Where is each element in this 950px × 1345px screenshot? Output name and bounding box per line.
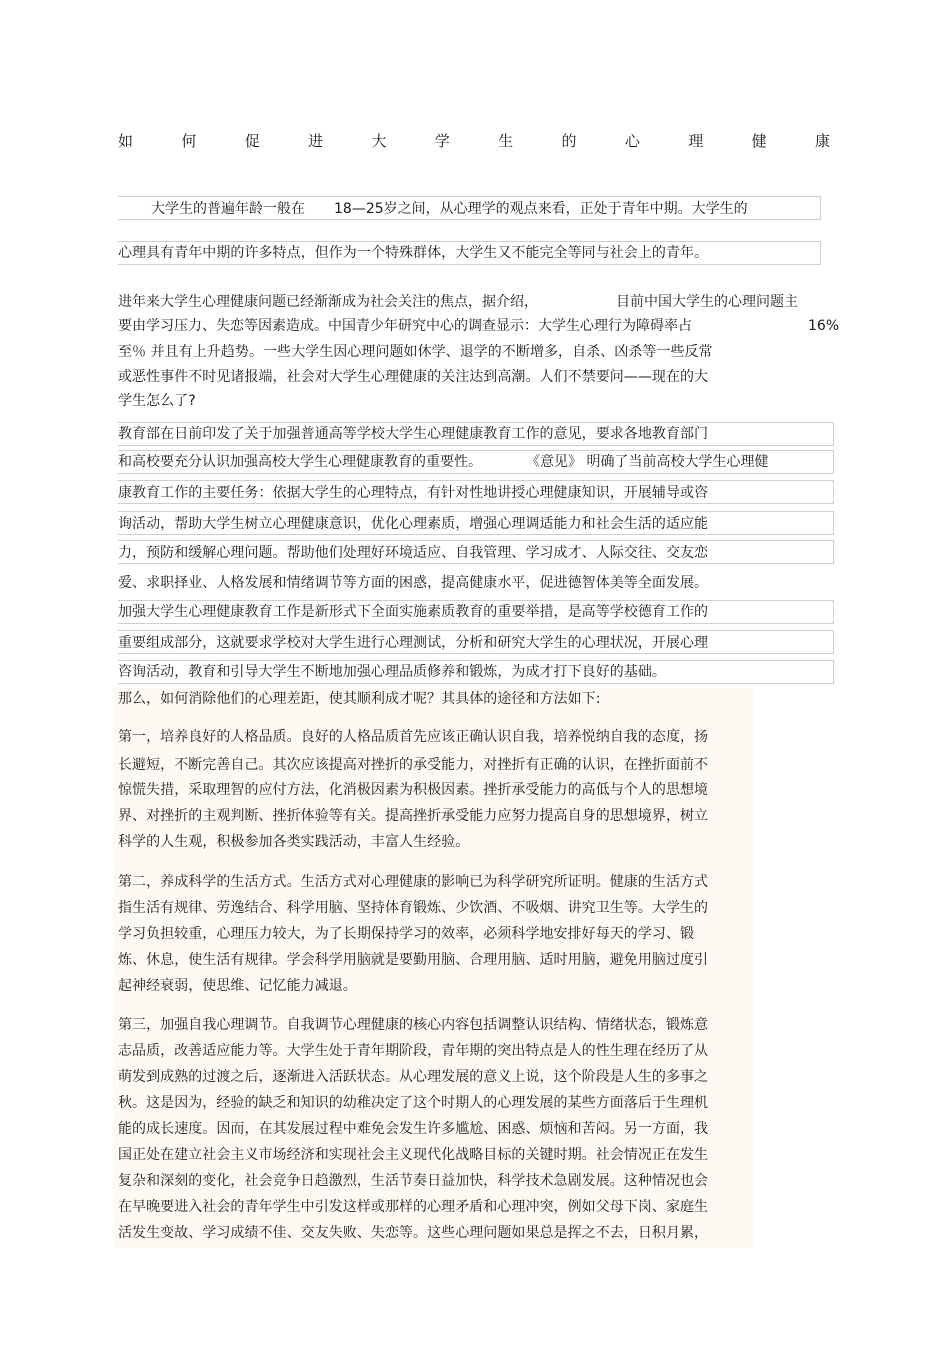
paragraph-text: 大学生的普遍年龄一般在	[151, 201, 305, 217]
paragraph-text: 复杂和深刻的变化，社会竞争日趋激烈，生活节奏日益加快，科学技术急剧发展。这种情况也会	[118, 1173, 709, 1189]
paragraph-text: 起神经衰弱，使思维、记忆能力减退。	[118, 978, 357, 994]
paragraph-text: 爱、求职择业、人格发展和情绪调节等方面的困惑，提高健康水平，促进德智体美等全面发展。	[118, 575, 709, 591]
title-char: 大	[371, 132, 387, 150]
paragraph-text: 那么，如何消除他们的心理差距，使其顺利成才呢？其具体的途径和方法如下:	[118, 691, 601, 707]
paragraph-text: 在早晚要进入社会的青年学生中引发这样或那样的心理矛盾和心理冲突，例如父母下岗、家庭生	[118, 1199, 709, 1215]
paragraph-text: 长避短，不断完善自己。其次应该提高对挫折的承受能力，对挫折有正确的认识，在挫折面前不	[118, 757, 709, 773]
paragraph-text: 重要组成部分，这就要求学校对大学生进行心理测试，分析和研究大学生的心理状况，开展心理	[118, 635, 709, 651]
title-char: 如	[118, 132, 134, 150]
paragraph-text: 萌发到成熟的过渡之后，逐渐进入活跃状态。从心理发展的意义上说，这个阶段是人生的多事之	[118, 1069, 709, 1085]
title-char: 学	[434, 132, 450, 150]
title-char: 何	[181, 132, 197, 150]
paragraph-text: 学生怎么了?	[118, 393, 196, 409]
paragraph-text: 进年来大学生心理健康问题已经渐渐成为社会关注的焦点，据介绍，	[118, 294, 538, 310]
paragraph-text: 秋。这是因为，经验的缺乏和知识的幼稚决定了这个时期人的心理发展的某些方面落后于生理机	[118, 1095, 709, 1111]
paragraph-text: 活发生变故、学习成绩不佳、交友失败、失恋等。这些心理问题如果总是挥之不去，日积月累，	[118, 1225, 709, 1241]
paragraph-text: 学习负担较重，心理压力较大，为了长期保持学习的效率，必须科学地安排好每天的学习、锻	[118, 926, 695, 942]
page-title	[118, 132, 830, 150]
paragraph-text: 炼、休息，使生活有规律。学会科学用脑就是要勤用脑、合理用脑、适时用脑，避免用脑过度引	[118, 952, 709, 968]
paragraph-text: 界、对挫折的主观判断、挫折体验等有关。提高挫折承受能力应努力提高自身的思想境界，树立	[118, 808, 709, 824]
paragraph-text: 或恶性事件不时见诸报端，社会对大学生心理健康的关注达到高潮。人们不禁要问——现在的大	[118, 369, 709, 385]
paragraph-text: 力，预防和缓解心理问题。帮助他们处理好环境适应、自我管理、学习成才、人际交往、交友恋	[118, 545, 709, 561]
paragraph-text: 要由学习压力、失恋等因素造成。中国青少年研究中心的调查显示：大学生心理行为障碍率占	[118, 318, 692, 334]
paragraph-text: 科学的人生观，积极参加各类实践活动，丰富人生经验。	[118, 834, 470, 850]
title-char: 理	[688, 132, 704, 150]
paragraph-text: 志品质，改善适应能力等。大学生处于青年期阶段，青年期的突出特点是人的性生理在经历了从	[118, 1043, 709, 1059]
title-char: 生	[498, 132, 514, 150]
paragraph-text: 康教育工作的主要任务：依据大学生的心理特点，有针对性地讲授心理健康知识，开展辅导或咨	[118, 485, 709, 501]
paragraph-text: 教育部在日前印发了关于加强普通高等学校大学生心理健康教育工作的意见，要求各地教育部门	[118, 426, 709, 442]
paragraph-text: 第二，养成科学的生活方式。生活方式对心理健康的影响已为科学研究所证明。健康的生活方式	[118, 874, 709, 890]
title-char: 健	[751, 132, 767, 150]
paragraph-text: 询活动，帮助大学生树立心理健康意识，优化心理素质，增强心理调适能力和社会生活的适应能	[118, 516, 709, 532]
paragraph-text: 至％ 并且有上升趋势。一些大学生因心理问题如休学、退学的不断增多，自杀、凶杀等一些反常	[118, 344, 713, 360]
paragraph-text: 国正处在建立社会主义市场经济和实现社会主义现代化战略目标的关键时期。社会情况正在发生	[118, 1147, 709, 1163]
paragraph-text: 心理具有青年中期的许多特点，但作为一个特殊群体，大学生又不能完全等同与社会上的青年。	[118, 245, 709, 261]
paragraph-text: 16%	[808, 318, 840, 334]
title-char: 的	[561, 132, 577, 150]
paragraph-text: 第三，加强自我心理调节。自我调节心理健康的核心内容包括调整认识结构、情绪状态，锻炼意	[118, 1017, 709, 1033]
paragraph-text: 和高校要充分认识加强高校大学生心理健康教育的重要性。	[118, 454, 482, 470]
paragraph-text: 《意见》 明确了当前高校大学生心理健	[526, 454, 769, 470]
paragraph-text: 加强大学生心理健康教育工作是新形式下全面实施素质教育的重要举措，是高等学校德育工作的	[118, 604, 709, 620]
paragraph-text: 咨询活动，教育和引导大学生不断地加强心理品质修养和锻炼，为成才打下良好的基础。	[118, 664, 666, 680]
paragraph-text: 18—25岁之间，从心理学的观点来看，正处于青年中期。大学生的	[334, 201, 748, 217]
title-char: 心	[624, 132, 640, 150]
paragraph-text: 第一，培养良好的人格品质。良好的人格品质首先应该正确认识自我，培养悦纳自我的态度，扬	[118, 729, 709, 745]
paragraph-text: 指生活有规律、劳逸结合、科学用脑、坚持体育锻炼、少饮酒、不吸烟、讲究卫生等。大学生的	[118, 900, 709, 916]
paragraph-text: 目前中国大学生的心理问题主	[616, 294, 798, 310]
paragraph-text: 能的成长速度。因而，在其发展过程中难免会发生许多尴尬、困惑、烦恼和苦闷。另一方面，我	[118, 1121, 709, 1137]
title-char: 促	[244, 132, 260, 150]
title-char: 康	[814, 132, 830, 150]
paragraph-text: 惊慌失措，采取理智的应付方法，化消极因素为积极因素。挫折承受能力的高低与个人的思想境	[118, 782, 709, 798]
title-char: 进	[308, 132, 324, 150]
